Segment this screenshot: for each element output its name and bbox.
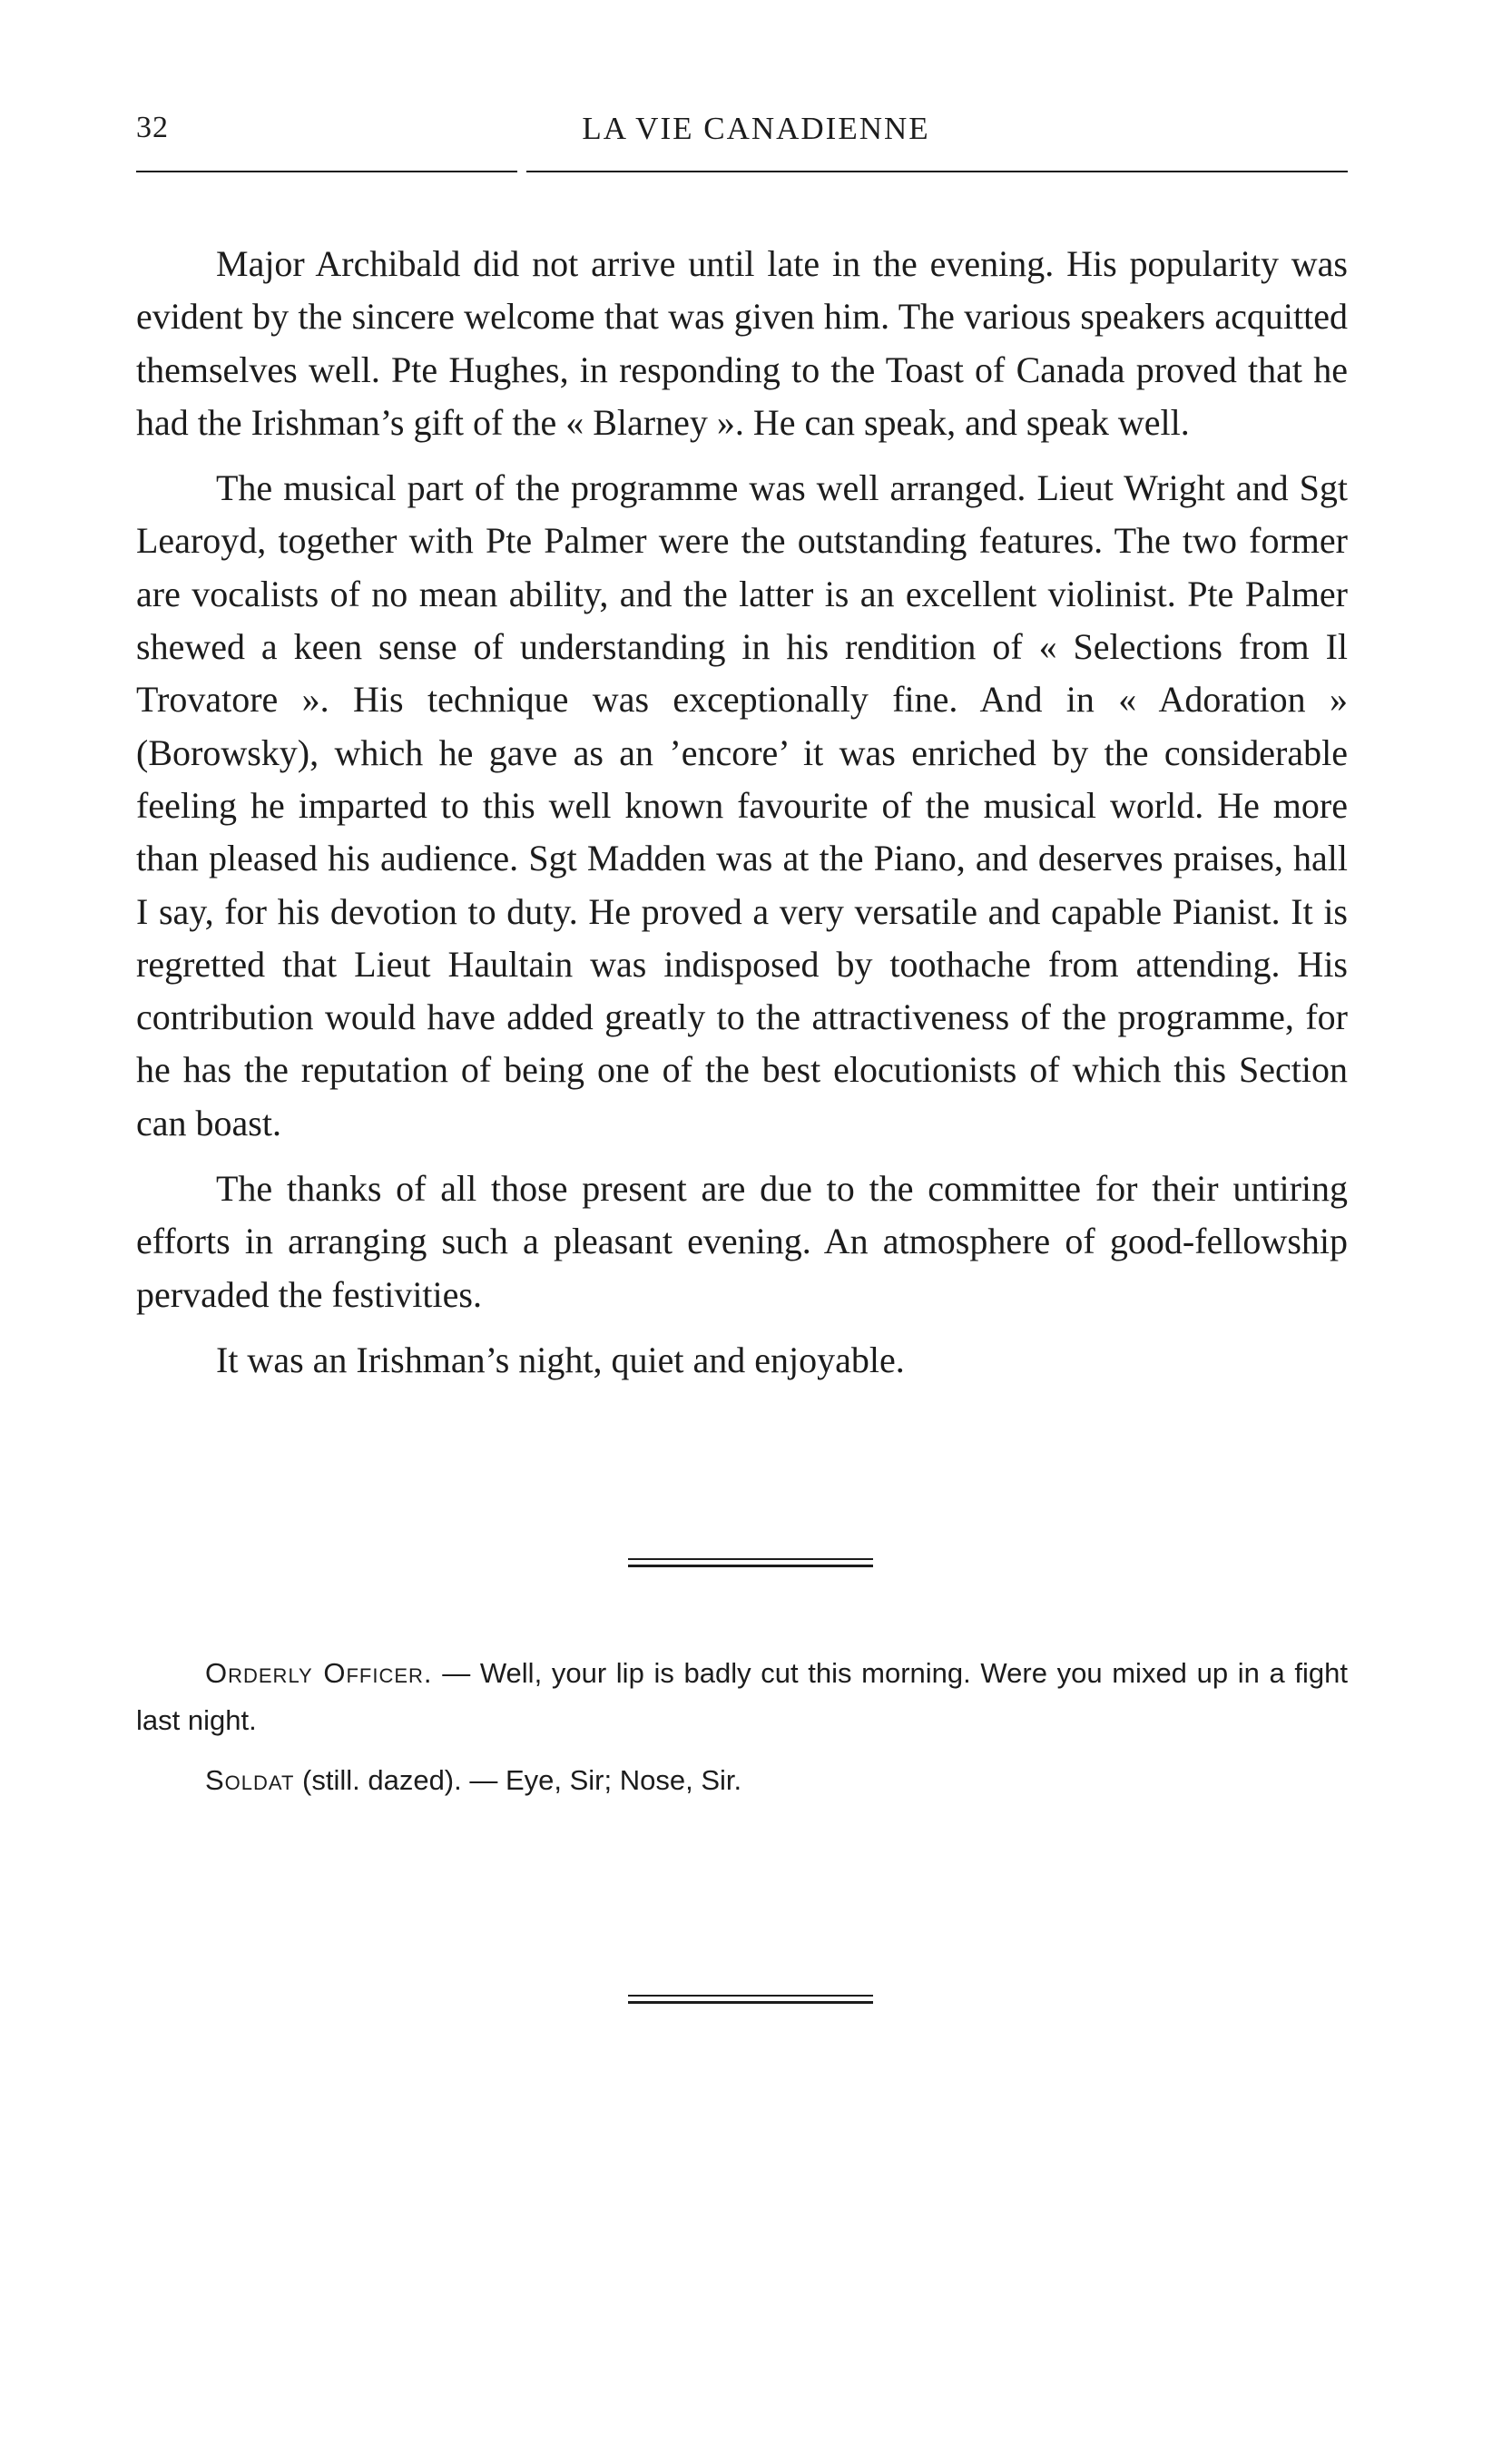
- double-rule-divider: [628, 1558, 873, 1567]
- running-title: LA VIE CANADIENNE: [582, 111, 930, 146]
- article-body: [136, 238, 1348, 1399]
- officer-dialogue: — Well, your lip is badly cut this morning. Were you mixed up in a fight last night.: [136, 1657, 1348, 1736]
- anecdote-line-soldat: [136, 1757, 1348, 1804]
- paragraph-music: The musical part of the programme was well arranged. Lieut Wright and Sgt Learoyd, together with Pte Palmer were the outstanding features. The two former are vocalists of no mean ability, and the latter is an excellent violinist. Pte Palmer shewed a keen sense of understanding in his rendition of « Selections from Il Trovatore ». His technique was exceptionally fine. And in « Adoration » (Borowsky), which he gave as an ’encore’ it was enriched by the considerable feeling he imparted to this well known favourite of the musical world. He more than pleased his audience. Sgt Madden was at the Piano, and deserves praises, hall I say, for his devotion to duty. He proved a very versatile and capable Pianist. It is regretted that Lieut Haultain was indisposed by toothache from attending. His contribution would have added greatly to the attractiveness of the programme, for he has the reputation of being one of the best elocutionists of which this Section can boast.: [136, 467, 1348, 1143]
- paragraph-arrival: Major Archibald did not arrive until late in the evening. His popularity was evident by the sincere welcome that was given him. The various speakers acquitted themselves well. Pte Hughes, in responding to the Toast of Canada proved that he had the Irishman’s gift of the « Blarney ». He can speak, and speak well.: [136, 243, 1348, 443]
- double-rule-divider-bottom: [628, 1995, 873, 2004]
- speaker-soldat: Soldat: [205, 1764, 295, 1796]
- paragraph-thanks: The thanks of all those present are due to the committee for their untiring efforts in arranging such a pleasant evening. An atmosphere of good-fellowship pervaded the festivities.: [136, 1168, 1348, 1315]
- anecdote-line-officer: [136, 1650, 1348, 1744]
- speaker-orderly-officer: Orderly Officer.: [205, 1657, 433, 1689]
- anecdote: [136, 1650, 1348, 1817]
- header-rule-right: [526, 171, 1348, 172]
- paragraph-closing: It was an Irishman’s night, quiet and enjoyable.: [216, 1339, 905, 1380]
- header-rule-left: [136, 171, 517, 172]
- soldat-dialogue: (still. dazed). — Eye, Sir; Nose, Sir.: [294, 1764, 742, 1796]
- page-number: 32: [136, 111, 169, 144]
